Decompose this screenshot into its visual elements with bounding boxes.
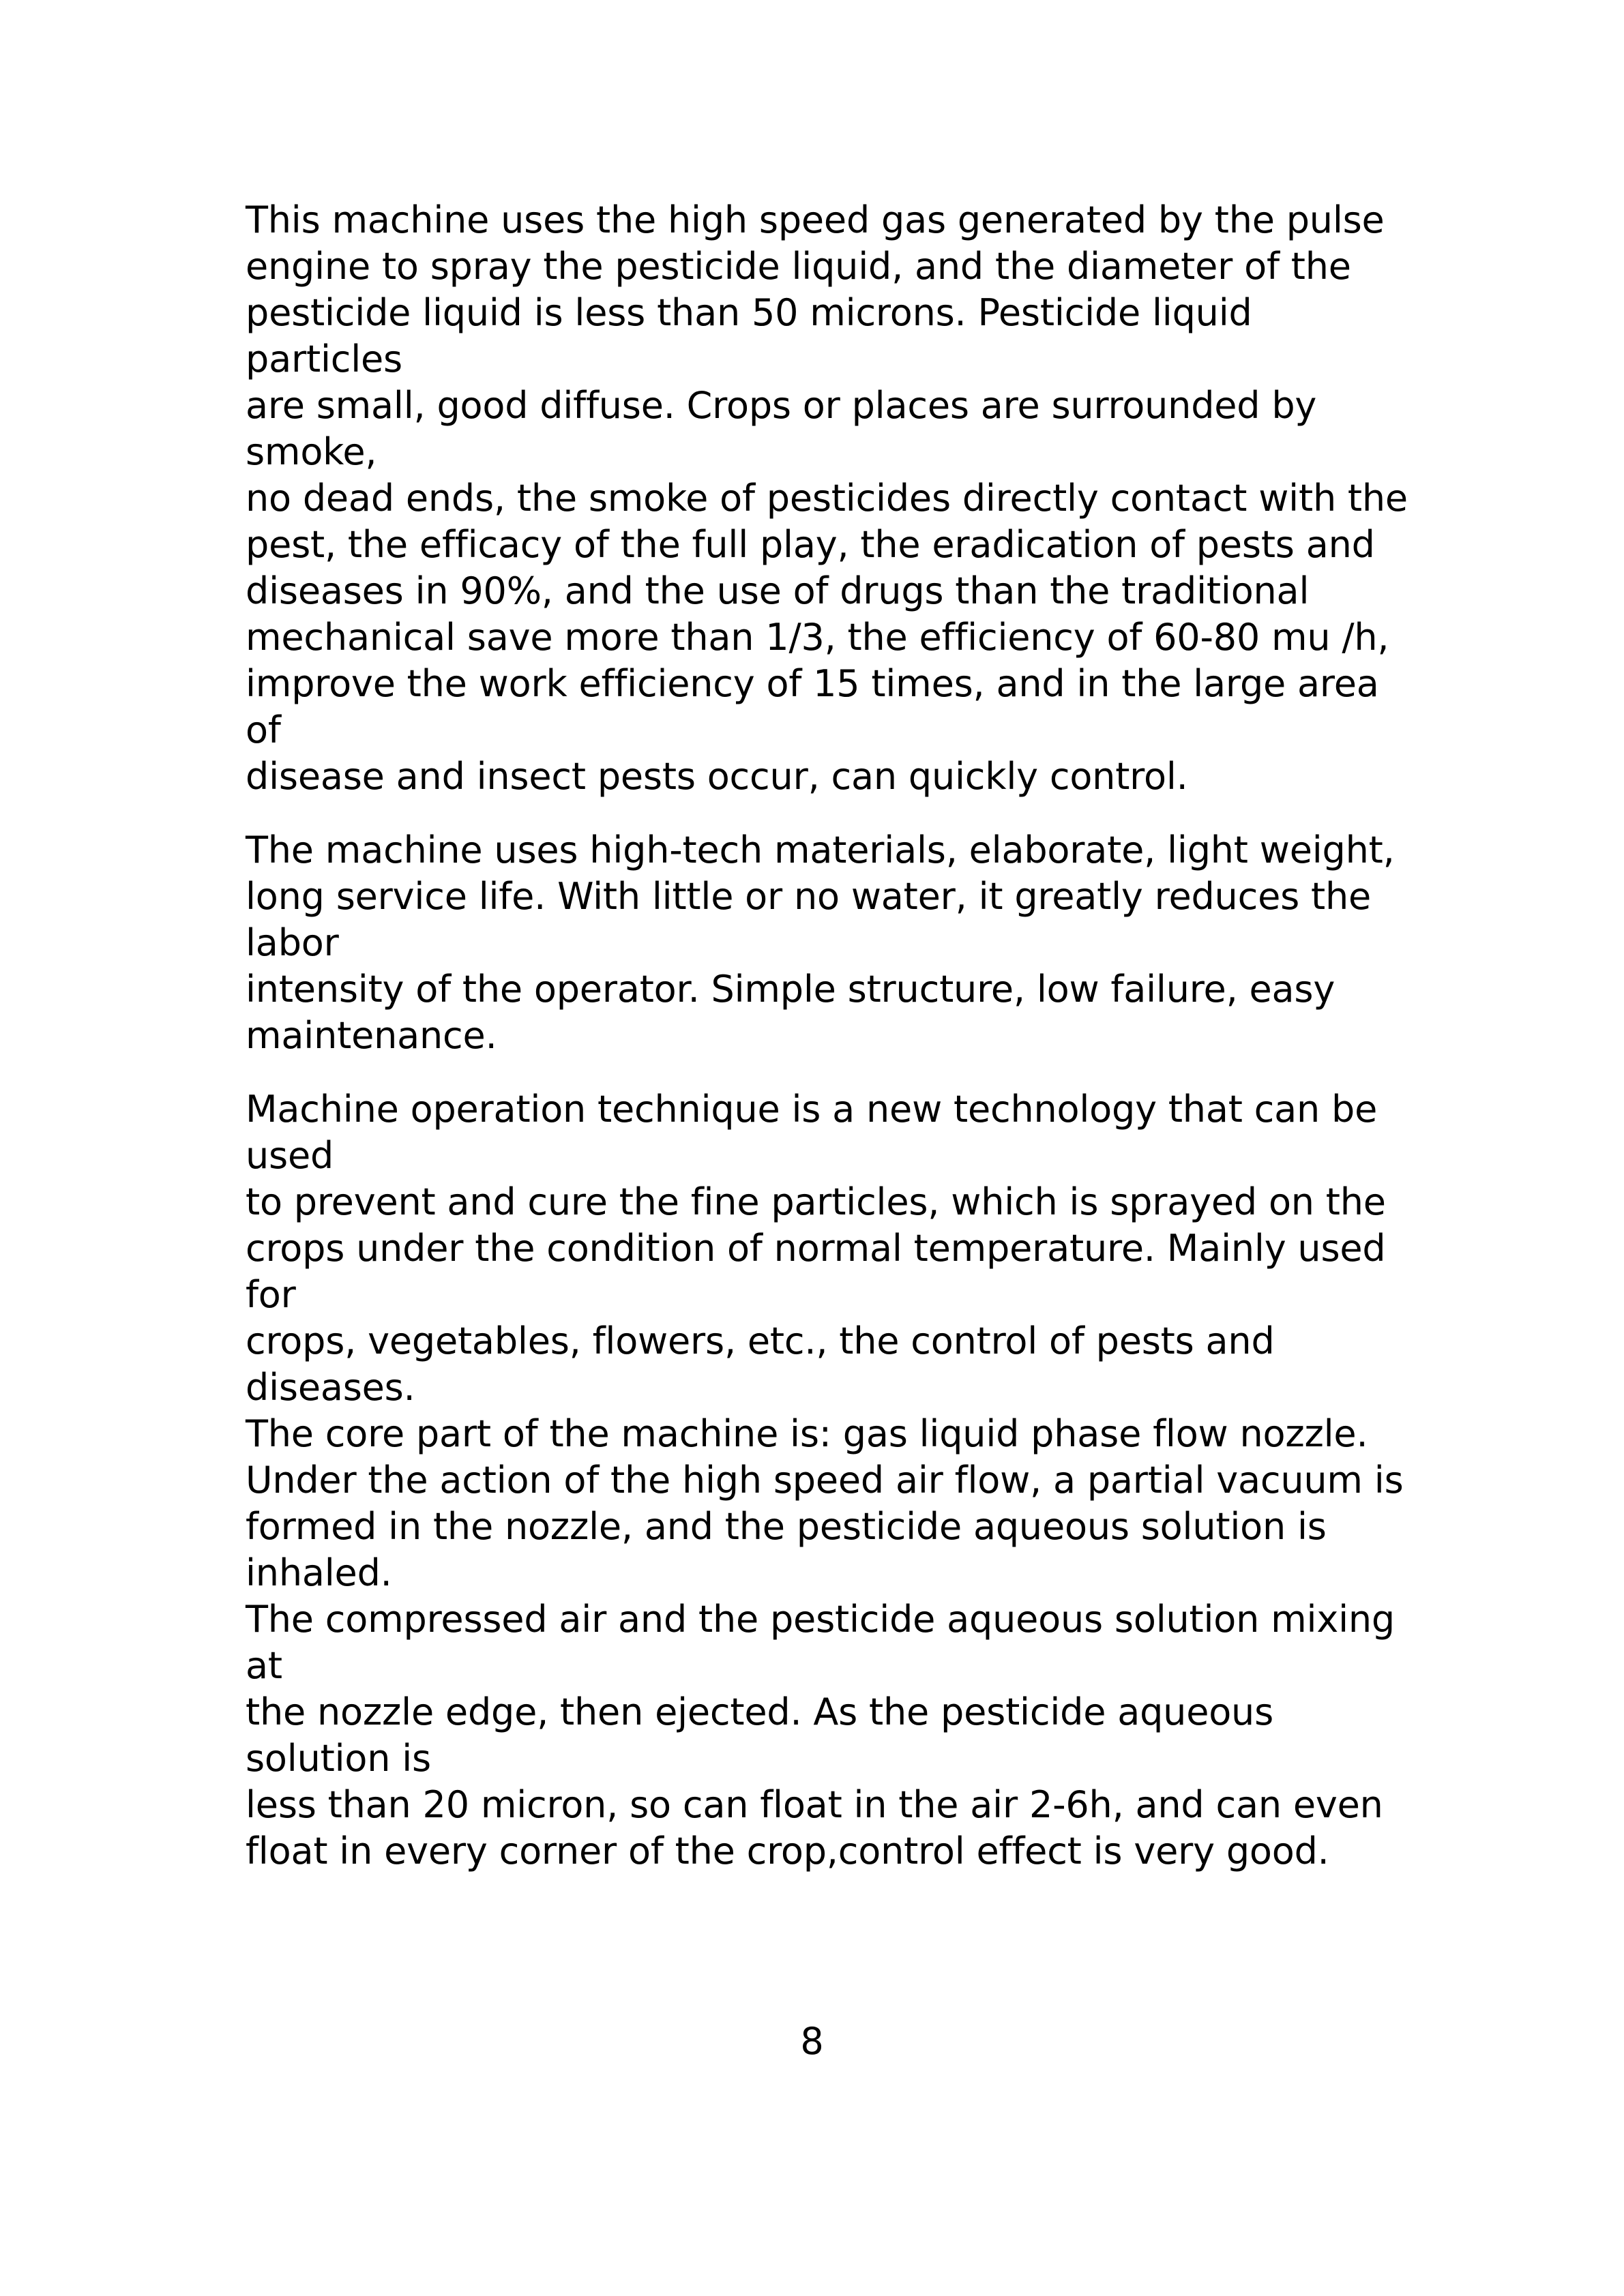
paragraph-pulse-engine-spray: This machine uses the high speed gas generated by the pulse engine to spray the pesticide liquid, and the diameter of the pesticide liquid is less than 50 microns. Pesticide liquid particles are small, good diffuse. Crops or places are surrounded by smoke, no dead ends, the smoke of pesticides directly contact with the pest, the efficacy of the full play, the eradication of pests and diseases in 90%, and the use of drugs than the traditional mechanical save more than 1/3, the efficiency of 60-80 mu /h, improve the work efficiency of 15 times, and in the large area of disease and insect pests occur, can quickly control. (246, 198, 1408, 798)
paragraph-operation-technique: Machine operation technique is a new technology that can be used to prevent and cure the fine particles, which is sprayed on the crops under the condition of normal temperature. Mainly used for crops, vegetables, flowers, etc., the control of pests and diseases. The core part of the machine is: gas liquid phase flow nozzle. Under the action of the high speed air flow, a partial vacuum is formed in the nozzle, and the pesticide aqueous solution is inhaled. The compressed air and the pesticide aqueous solution mixing at the nozzle edge, then ejected. As the pesticide aqueous solution is less than 20 micron, so can float in the air 2-6h, and can even float in every corner of the crop,control effect is very good. (246, 1088, 1404, 1873)
body-text (246, 197, 1419, 1875)
page-number: 8 (800, 2020, 824, 2063)
paragraph-materials: The machine uses high-tech materials, elaborate, light weight, long service life. With little or no water, it greatly reduces the labor intensity of the operator. Simple structure, low failure, easy maintenance. (246, 829, 1395, 1057)
